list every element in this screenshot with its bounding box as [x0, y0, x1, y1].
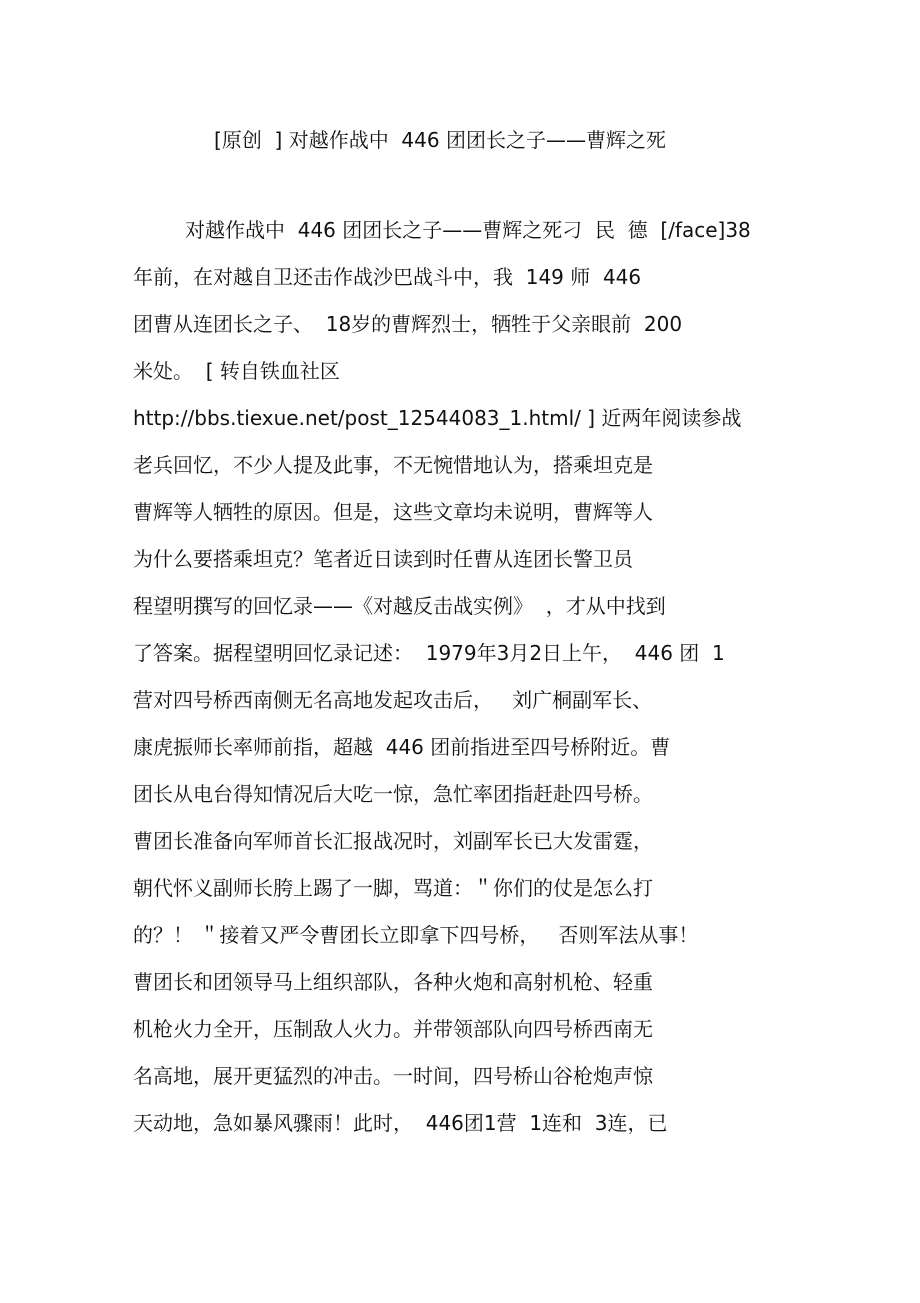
body-line: 年前，在对越自卫还击作战沙巴战斗中，我 149 师 446	[133, 265, 642, 289]
body-line: 老兵回忆，不少人提及此事，不无惋惜地认为，搭乘坦克是	[133, 453, 653, 477]
body-line: 对越作战中 446 团团长之子——曹辉之死刁 民 德 [/face]38	[185, 218, 751, 242]
body-line: 曹团长和团领导马上组织部队，各种火炮和高射机枪、轻重	[133, 970, 653, 994]
document-body	[133, 214, 853, 1154]
document-title: [原创 ] 对越作战中 446 团团长之子——曹辉之死	[214, 128, 666, 152]
body-line: 名高地，展开更猛烈的冲击。一时间，四号桥山谷枪炮声惊	[133, 1064, 653, 1088]
body-line: 机枪火力全开，压制敌人火力。并带领部队向四号桥西南无	[133, 1017, 653, 1041]
body-line: 团曹从连团长之子、 18岁的曹辉烈士，牺牲于父亲眼前 200	[133, 312, 683, 336]
body-line: 朝代怀义副师长胯上踢了一脚，骂道：＂你们的仗是怎么打	[133, 876, 653, 900]
body-line: 团长从电台得知情况后大吃一惊，急忙率团指赶赴四号桥。	[133, 782, 653, 806]
body-line: 康虎振师长率师前指，超越 446 团前指进至四号桥附近。曹	[133, 735, 671, 759]
body-line: 曹团长准备向军师首长汇报战况时，刘副军长已大发雷霆，	[133, 829, 653, 853]
body-line: 天动地，急如暴风骤雨！此时， 446团1营 1连和 3连，已	[133, 1111, 668, 1135]
body-line: 曹辉等人牺牲的原因。但是，这些文章均未说明，曹辉等人	[133, 500, 653, 524]
body-line: 为什么要搭乘坦克？笔者近日读到时任曹从连团长警卫员	[133, 547, 633, 571]
body-line: 了答案。据程望明回忆录记述： 1979年3月2日上午， 446 团 1	[133, 641, 725, 665]
body-line: 的？！ ＂接着又严令曹团长立即拿下四号桥， 否则军法从事！	[133, 923, 699, 947]
body-line: 米处。 [ 转自铁血社区	[133, 359, 340, 383]
body-line: 营对四号桥西南侧无名高地发起攻击后， 刘广桐副军长、	[133, 688, 653, 712]
body-line: 程望明撰写的回忆录——《对越反击战实例》 ，才从中找到	[133, 594, 666, 618]
body-line: http://bbs.tiexue.net/post_12544083_1.html/ ] 近两年阅读参战	[133, 406, 742, 430]
